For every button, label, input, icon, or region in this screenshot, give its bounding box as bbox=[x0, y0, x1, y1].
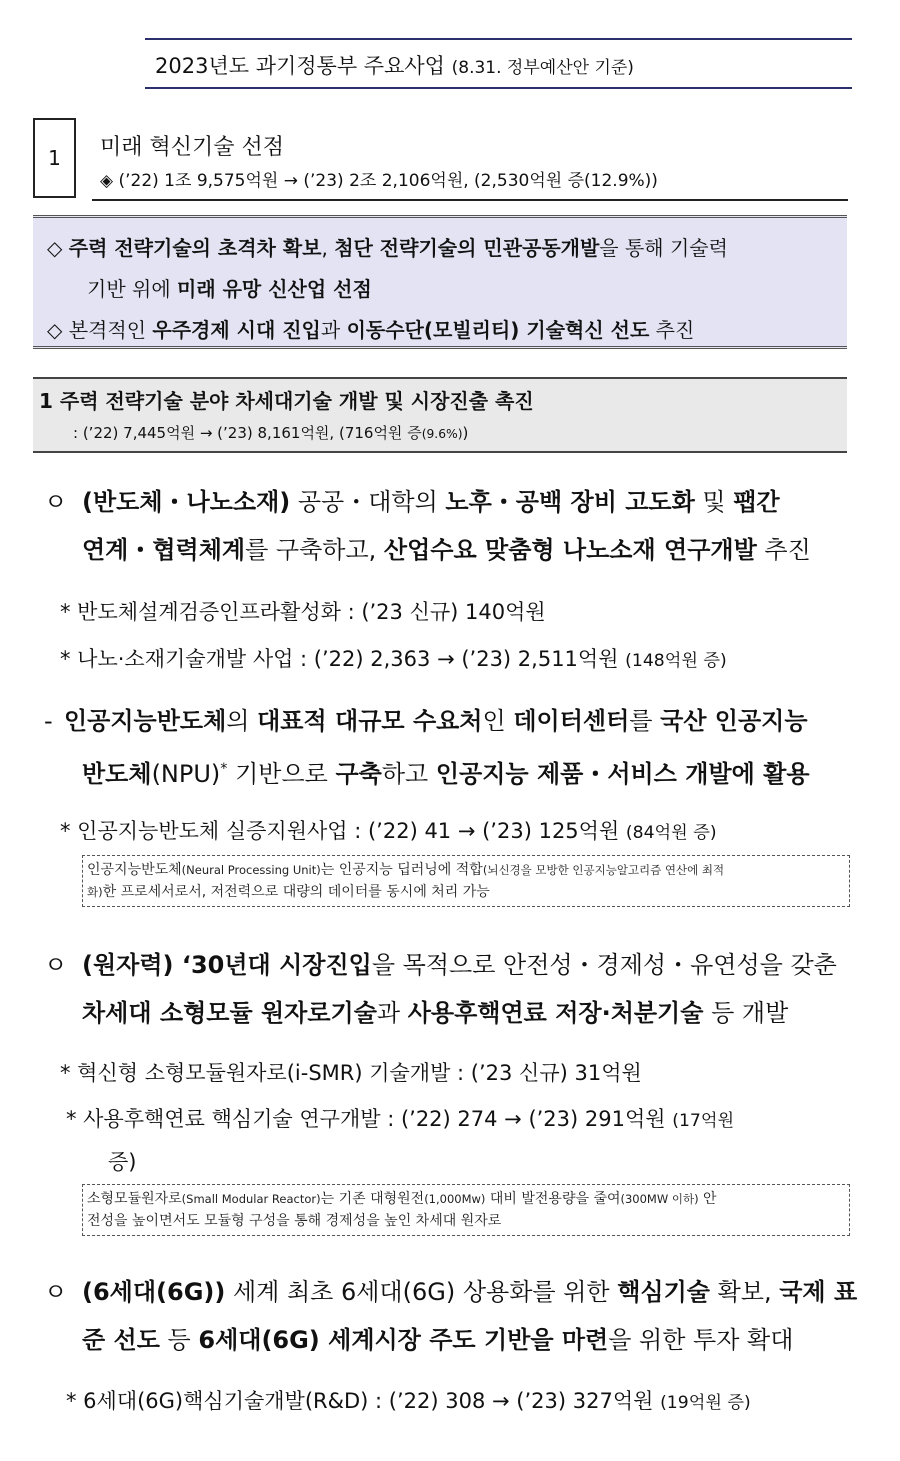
page-title-text: 2023년도 과기정통부 주요사업 bbox=[155, 54, 445, 78]
bullet-circle: ㅇ bbox=[44, 1278, 68, 1306]
page-title-note: (8.31. 정부예산안 기준) bbox=[451, 58, 634, 78]
semiconductor-star-1: * 반도체설계검증인프라활성화 : (’23 신규) 140억원 bbox=[60, 600, 546, 624]
page-title bbox=[155, 50, 634, 80]
nuclear-star-1: * 혁신형 소형모듈원자로(i-SMR) 기술개발 : (’23 신규) 31억원 bbox=[60, 1061, 642, 1085]
subsection-title: 1 주력 전략기술 분야 차세대기술 개발 및 시장진출 촉진 bbox=[39, 389, 534, 413]
ai-semiconductor-paragraph: - 인공지능반도체의 대표적 대규모 수요처인 데이터센터를 국산 인공지능 반도체(NPU)* 기반으로 구축하고 인공지능 제품・서비스 개발에 활용 bbox=[44, 697, 856, 798]
summary-box bbox=[33, 215, 847, 349]
header-top-rule bbox=[145, 38, 852, 40]
header-bottom-rule bbox=[145, 87, 852, 89]
6g-star-1: * 6세대(6G)핵심기술개발(R&D) : (’22) 308 → (’23) 327억원 (19억원 증) bbox=[66, 1389, 751, 1413]
nuclear-star-2-continued: 증) bbox=[108, 1150, 137, 1174]
section-budget: ◈ (’22) 1조 9,575억원 → (’23) 2조 2,106억원, (2,530억원 증(12.9%)) bbox=[100, 171, 658, 191]
summary-line-3: ◇ 본격적인 우주경제 시대 진입과 이동수단(모빌리티) 기술혁신 선도 추진 bbox=[47, 318, 695, 342]
section-number: 1 bbox=[48, 146, 61, 170]
subsection-budget: : (’22) 7,445억원 → (’23) 8,161억원, (716억원 증(9.6%)) bbox=[73, 424, 469, 442]
summary-line-1: ◇ 주력 전략기술의 초격차 확보, 첨단 전략기술의 민관공동개발을 통해 기술력 bbox=[47, 236, 728, 260]
bullet-circle: ㅇ bbox=[44, 488, 68, 516]
nuclear-paragraph: ㅇ (원자력) ‘30년대 시장진입을 목적으로 안전성・경제성・유연성을 갖춘 차세대 소형모듈 원자로기술과 사용후핵연료 저장·처분기술 등 개발 bbox=[44, 941, 856, 1037]
npu-definition-box: 인공지능반도체(Neural Processing Unit)는 인공지능 딥러닝에 적합(뇌신경을 모방한 인공지능알고리즘 연산에 최적 화)한 프로세서로서, 저전력으로 대량의 데이터를 동시에 처리 가능 bbox=[82, 855, 850, 907]
section-underline bbox=[92, 199, 848, 201]
section-title: 미래 혁신기술 선점 bbox=[100, 135, 285, 160]
bullet-circle: ㅇ bbox=[44, 951, 68, 979]
subsection-header bbox=[33, 377, 847, 453]
section-number-box bbox=[33, 118, 76, 198]
smr-definition-box: 소형모듈원자로(Small Modular Reactor)는 기존 대형원전(1,000Mw) 대비 발전용량을 줄여(300MW 이하) 안 전성을 높이면서도 모듈형 구성을 통해 경제성을 높인 차세대 원자로 bbox=[82, 1184, 850, 1236]
bullet-dash: - bbox=[44, 707, 53, 735]
semiconductor-paragraph: ㅇ (반도체・나노소재) 공공・대학의 노후・공백 장비 고도화 및 팹간 연계・협력체계를 구축하고, 산업수요 맞춤형 나노소재 연구개발 추진 bbox=[44, 478, 856, 574]
semiconductor-star-2: * 나노·소재기술개발 사업 : (’22) 2,363 → (’23) 2,511억원 (148억원 증) bbox=[60, 647, 727, 671]
nuclear-star-2: * 사용후핵연료 핵심기술 연구개발 : (’22) 274 → (’23) 291억원 (17억원 bbox=[66, 1107, 735, 1131]
6g-paragraph: ㅇ (6세대(6G)) 세계 최초 6세대(6G) 상용화를 위한 핵심기술 확보, 국제 표 준 선도 등 6세대(6G) 세계시장 주도 기반을 마련을 위한 투자 확대 bbox=[44, 1268, 856, 1364]
ai-star-1: * 인공지능반도체 실증지원사업 : (’22) 41 → (’23) 125억원 (84억원 증) bbox=[60, 819, 717, 843]
summary-line-2: 기반 위에 미래 유망 신산업 선점 bbox=[87, 277, 372, 301]
